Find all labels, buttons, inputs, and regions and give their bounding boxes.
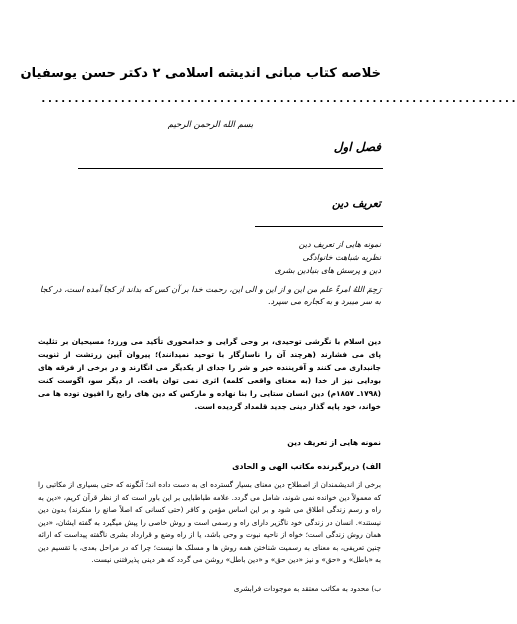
paragraph-definition: برخی از اندیشمندان از اصطلاح دین معنای بسیار گسترده ای به دست داده اند؛ آنگونه که حتی بسیاری از مکاتبی را که معمولاً دین خوانده نمی شوند، شامل می گردد. علامه طباطبایی بر این باور است که از نظر قرآن کریم، «دین به راه و رسم زندگی اطلاق می شود و بر این اساس مؤمن و کافر (حتی کسانی که اصلاً صانع را منکرند) بدون دین نیستند». انسان در زندگی خود ناگزیر دارای راه و رسمی است و روش خاصی را پیش میگیرد به گفته ایشان، «دین همان روش زندگی است؛ خواه از ناحیه نبوت و وحی باشد، یا از راه وضع و قرارداد بشری ناگفته پیداست که ارائه چنین تعریفی، به معنای به رسمیت شناختن همه روش ها و مسلک ها نیست؛ چرا که در مراحل بعدی، با تقسیم دین به «باطل» و «حق» و نیز «دین حق» و «دین باطل» روشن می گردد که هر دینی پذیرفتنی نیست. — [38, 480, 381, 564]
contents-list — [60, 238, 381, 277]
list-item: دین و پرسش های بنیادین بشری — [274, 266, 381, 275]
dotted-divider: ........................................................................ — [40, 92, 517, 105]
examples-heading: نمونه هایی از تعریف دین — [287, 438, 381, 447]
hadith-quote: رَحِمَ اللهُ امرءً علم من این و از این و الی این، رحمت خدا بر آن کس که بداند از کجا آمده است، در کجا به سر میبرد و به کجاره می سپرد. — [40, 285, 381, 306]
subsection-be-heading: ب) محدود به مکاتب معتقد به موجودات فرابشری — [233, 584, 381, 593]
list-item: نمونه هایی از تعریف دین — [298, 240, 381, 249]
list-item: نظریه شباهت خانوادگی — [302, 253, 381, 262]
subsection-alef-heading: الف) دریرگیرنده مکاتب الهی و الحادی — [232, 462, 381, 471]
basmala: بسم الله الرحمن الرحیم — [167, 120, 254, 130]
document-title: خلاصه کتاب مبانی اندیشه اسلامی ۲ دکتر حسن یوسفیان — [20, 66, 381, 81]
chapter-heading: فصل اول — [333, 140, 381, 154]
section-heading: تعریف دین — [331, 197, 381, 210]
section-divider — [255, 226, 383, 227]
chapter-divider — [78, 168, 383, 170]
paragraph-intro: دین اسلام با نگرشی توحیدی، بر وحی گرایی و خدامحوری تأکید می ورزد؛ مسیحیان بر تثلیث پای می فشارند (هرچند آن را ناسازگار با توحید نمیدانند)؛ پیروان آیین زرتشت از ثنویت جانبداری می کنند و آفریننده خیر و شر را جدای از یکدیگر می انگارند و در برخی از فرقه های بودایی نیز از خدا (به معنای واقعی کلمه) اثری نمی توان یافت. از دیگر سو، اگوست کنت (۱۷۹۸ـ ۱۸۵۷م) دین انسان ستایی را بنا نهاده و مارکس که دین های رایج را افیون توده ها می خواند، خود پایه گذار دینی جدید قلمداد گردیده است. — [38, 337, 381, 411]
